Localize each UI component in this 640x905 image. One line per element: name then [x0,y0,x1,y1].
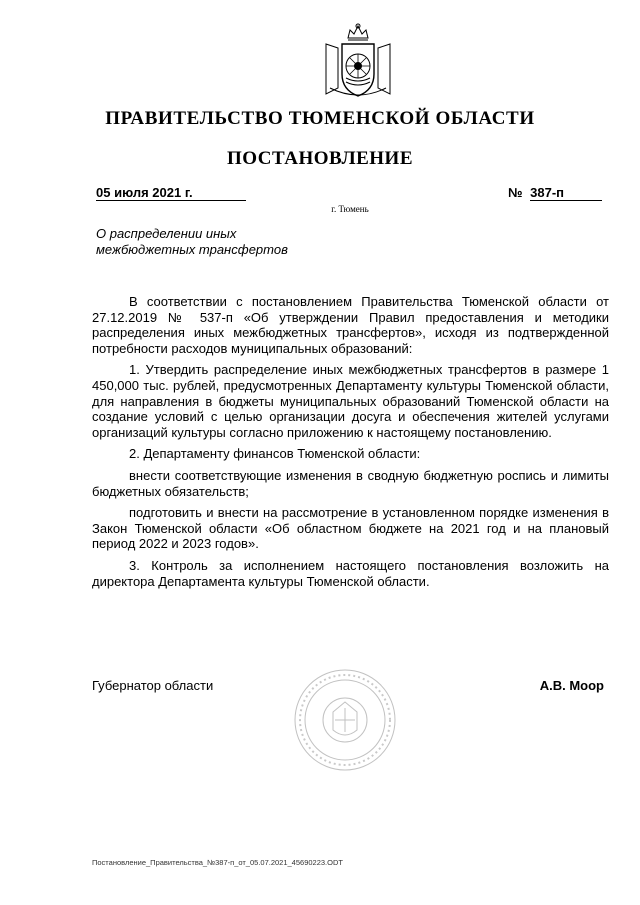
document-body [92,294,609,595]
signer-position: Губернатор области [92,678,214,693]
number-prefix: № [508,185,523,200]
document-subject [96,226,356,258]
document-city: г. Тюмень [331,204,369,214]
coat-of-arms-icon [308,18,408,100]
document-type-title: ПОСТАНОВЛЕНИЕ [226,148,414,169]
official-seal-icon [293,668,397,772]
paragraph-preamble: В соответствии с постановлением Правительства Тюменской области от 27.12.2019 № 537-п «Об утверждении Правил предоставления и методики распределения иных межбюджетных трансфертов», исходя из подтвержденной потребности расходов муниципальных образований: [92,294,609,356]
number-value: 387-п [530,185,602,201]
subject-line-1: О распределении иных [96,226,237,241]
paragraph-item-1: 1. Утвердить распределение иных межбюджетных трансфертов в размере 1 450,000 тыс. рублей, предусмотренных Департаменту культуры Тюменской области, для направления в бюджеты муниципальных образований Тюменской области на создание условий с целью организации досуга и обеспечения жителей услугами организаций культуры согласно приложению к настоящему постановлению. [92,362,609,440]
document-number [508,185,604,201]
paragraph-item-2-b: подготовить и внести на рассмотрение в установленном порядке изменения в Закон Тюменской области «Об областном бюджете на 2021 год и на плановый период 2022 и 2023 годов». [92,505,609,552]
paragraph-item-2-a: внести соответствующие изменения в сводную бюджетную роспись и лимиты бюджетных обязательств; [92,467,609,499]
document-date: 05 июля 2021 г. [96,185,246,201]
paragraph-item-3: 3. Контроль за исполнением настоящего постановления возложить на директора Департамента культуры Тюменской области. [92,557,609,589]
footer-filename: Постановление_Правительства_№387-п_от_05.07.2021_45690223.ODT [92,858,343,867]
paragraph-item-2: 2. Департаменту финансов Тюменской области: [129,446,421,462]
signer-name: А.В. Моор [539,678,604,693]
government-title: ПРАВИТЕЛЬСТВО ТЮМЕНСКОЙ ОБЛАСТИ [105,108,535,129]
subject-line-2: межбюджетных трансфертов [96,242,288,257]
